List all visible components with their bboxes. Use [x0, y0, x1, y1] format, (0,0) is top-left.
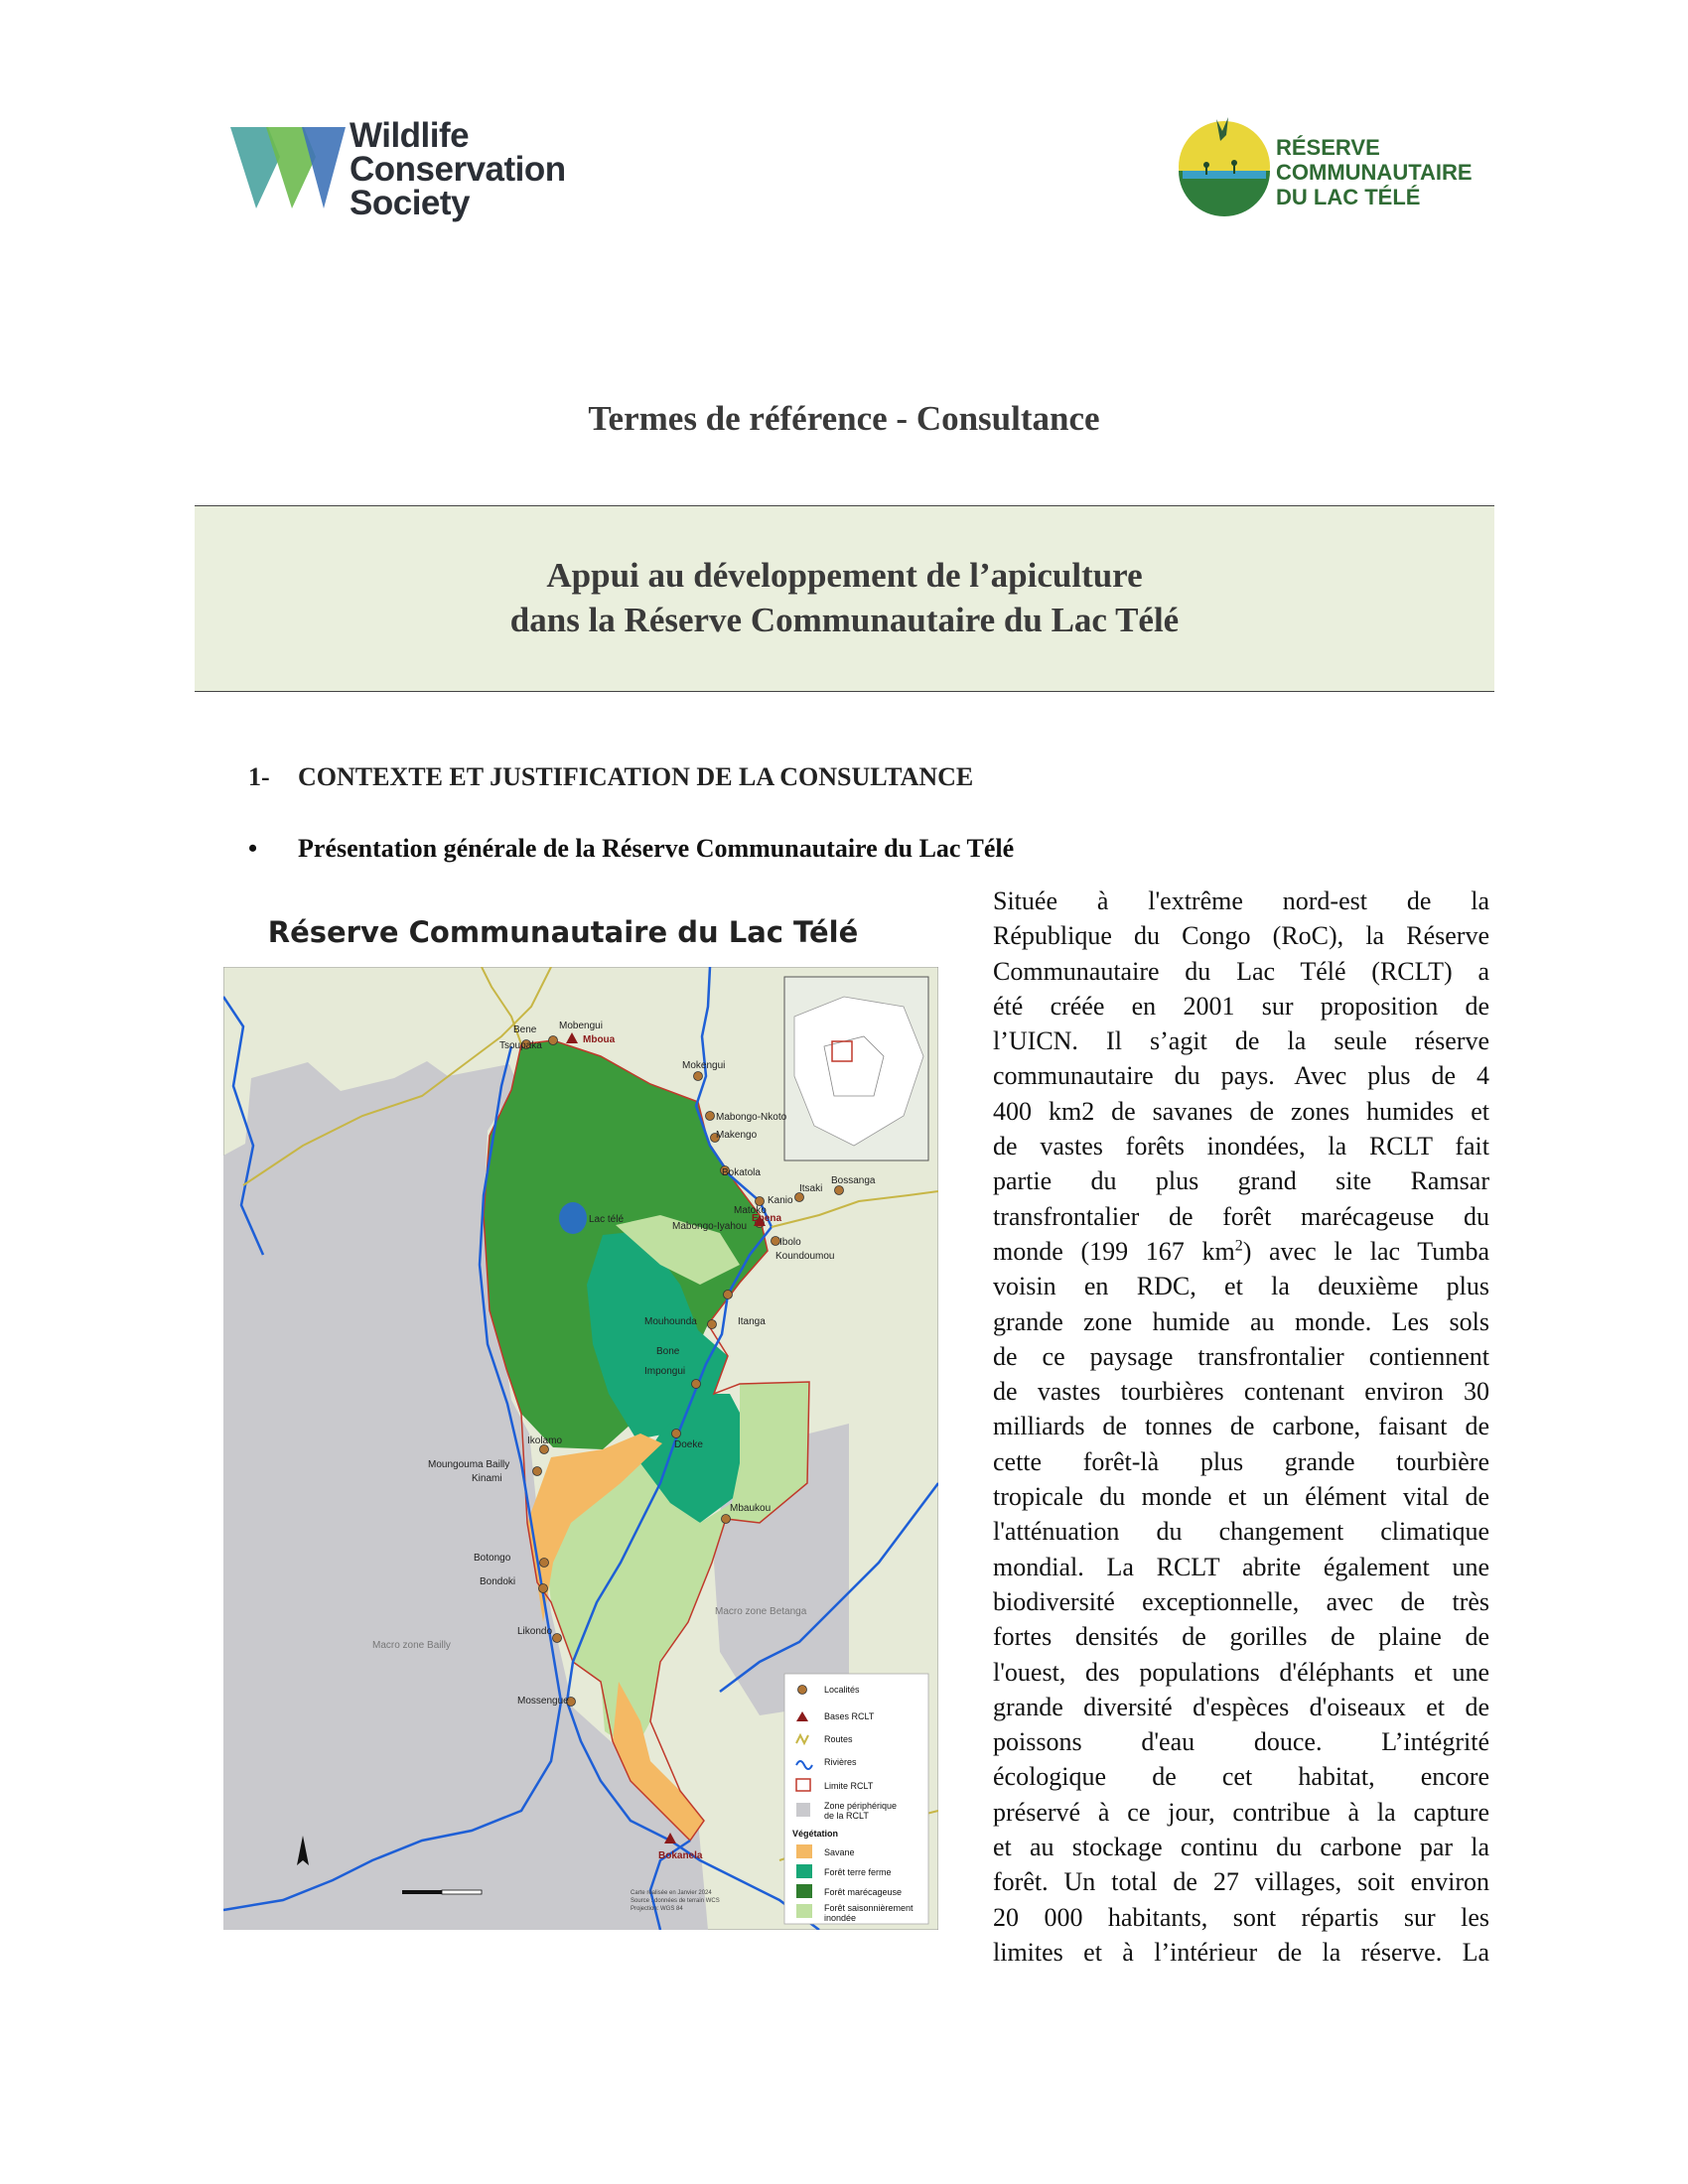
legend-foret-terre-ferme: Forêt terre ferme — [824, 1867, 892, 1877]
wcs-logo — [228, 117, 566, 226]
paragraph-line: tropicale du monde et un élément vital de — [993, 1482, 1489, 1512]
bullet-icon: • — [248, 834, 258, 863]
section-heading — [248, 762, 973, 792]
legend-zone-peri-2: de la RCLT — [824, 1811, 869, 1821]
paragraph-line: l’UICN. Il s’agit de la seule réserve — [993, 1026, 1489, 1056]
legend-foret-inondee-1: Forêt saisonnièrement — [824, 1903, 914, 1913]
paragraph-line: poissons d'eau douce. L’intégrité — [993, 1727, 1489, 1757]
paragraph-line: limites et à l’intérieur de la réserve. La — [993, 1937, 1489, 1967]
paragraph-line: milliards de tonnes de carbone, faisant de — [993, 1412, 1489, 1441]
project-title-box — [195, 505, 1494, 692]
map-legend — [784, 1674, 928, 1924]
village-marker — [553, 1634, 562, 1643]
paragraph-line: transfrontalier de forêt marécageuse du — [993, 1201, 1489, 1231]
wcs-name-line1: Wildlife — [350, 116, 470, 155]
label-bossanga: Bossanga — [831, 1175, 876, 1186]
map-credit-line1: Carte réalisée en Janvier 2024 — [631, 1890, 712, 1896]
village-marker — [540, 1559, 549, 1568]
subsection-heading — [248, 834, 1014, 864]
label-itanga: Itanga — [738, 1316, 766, 1327]
paragraph-line: et au stockage continu du carbone par la — [993, 1833, 1489, 1862]
label-moungouma-bailly: Moungouma Bailly — [428, 1459, 510, 1470]
village-marker — [694, 1072, 703, 1081]
paragraph-line: l'atténuation du changement climatique — [993, 1517, 1489, 1547]
legend-bases: Bases RCLT — [824, 1711, 875, 1721]
label-mokengui: Mokengui — [682, 1060, 726, 1071]
label-bone: Bone — [656, 1346, 680, 1357]
village-marker — [549, 1036, 558, 1045]
map-credit-line2: Source : données de terrain WCS — [631, 1898, 720, 1904]
label-mbengui: Mobengui — [559, 1021, 603, 1031]
paragraph-line: partie du plus grand site Ramsar — [993, 1166, 1489, 1196]
label-kanio: Kanio — [768, 1195, 793, 1206]
legend-savane: Savane — [824, 1847, 855, 1857]
label-kinami: Kinami — [472, 1473, 502, 1484]
label-impongui: Impongui — [644, 1366, 686, 1377]
village-marker — [533, 1467, 542, 1476]
rclt-name-line2: COMMUNAUTAIRE — [1276, 160, 1473, 185]
reserve-map — [223, 967, 938, 1930]
label-makengo: Makengo — [716, 1130, 758, 1141]
label-bokatola: Bokatola — [722, 1167, 761, 1178]
legend-foret-marecageuse: Forêt marécageuse — [824, 1887, 903, 1897]
legend-localites: Localités — [824, 1685, 860, 1695]
label-ibolo: Ibolo — [779, 1237, 801, 1248]
village-marker — [672, 1430, 681, 1438]
rclt-name-line3: DU LAC TÉLÉ — [1276, 185, 1421, 209]
document-title: Termes de référence - Consultance — [588, 399, 1100, 438]
paragraph-line: préservé à ce jour, contribue à la capture — [993, 1797, 1489, 1827]
village-marker — [708, 1320, 717, 1329]
paragraph-line: mondial. La RCLT abrite également une — [993, 1552, 1489, 1581]
lake-tele — [559, 1202, 587, 1234]
label-itsaki: Itsaki — [799, 1183, 823, 1194]
paragraph-line: écologique de cet habitat, encore — [993, 1762, 1489, 1792]
paragraph-line: République du Congo (RoC), la Réserve — [993, 921, 1489, 951]
rclt-emblem-icon — [1177, 111, 1272, 216]
paragraph-line: de ce paysage transfrontalier contiennent — [993, 1341, 1489, 1371]
project-title-line2: dans la Réserve Communautaire du Lac Télé — [509, 601, 1180, 639]
label-matoko: Matoko — [734, 1205, 767, 1216]
label-tsoupaka: Tsoupaka — [499, 1040, 542, 1051]
paragraph-line: été créée en 2001 sur proposition de — [993, 991, 1489, 1021]
paragraph-line: de vastes tourbières contenant environ 30 — [993, 1377, 1489, 1407]
subsection-title: Présentation générale de la Réserve Communautaire du Lac Télé — [298, 834, 1015, 863]
legend-routes: Routes — [824, 1734, 853, 1744]
paragraph-line: forêt. Un total de 27 villages, soit environ — [993, 1867, 1489, 1897]
wcs-name-line2: Conservation — [350, 150, 566, 189]
label-doeke: Doeke — [674, 1439, 703, 1450]
presentation-paragraph — [993, 884, 1489, 1970]
label-botongo: Botongo — [474, 1553, 511, 1564]
section-title: CONTEXTE ET JUSTIFICATION DE LA CONSULTANCE — [298, 762, 974, 791]
paragraph-line: grande diversité d'espèces d'oiseaux et de — [993, 1692, 1489, 1721]
label-macro-zone-bailly: Macro zone Bailly — [372, 1640, 451, 1651]
map-credit-line3: Projection: WGS 84 — [631, 1906, 683, 1912]
label-macro-zone-betanga: Macro zone Betanga — [715, 1606, 807, 1617]
label-koundoumou: Koundoumou — [775, 1251, 835, 1262]
project-title-line1: Appui au développement de l’apiculture — [546, 556, 1143, 595]
label-bene: Bene — [513, 1024, 537, 1035]
village-marker — [722, 1515, 731, 1524]
wcs-w-mark-icon — [228, 117, 348, 216]
rclt-logo — [1177, 111, 1504, 220]
label-epena: Epena — [752, 1213, 782, 1224]
inset-map — [784, 977, 928, 1160]
legend-limite: Limite RCLT — [824, 1781, 874, 1791]
village-marker — [706, 1112, 715, 1121]
paragraph-line: de vastes forêts inondées, la RCLT fait — [993, 1132, 1489, 1161]
wcs-name-line3: Society — [350, 184, 470, 222]
label-ikolamo: Ikolamo — [527, 1435, 563, 1446]
village-marker — [539, 1584, 548, 1593]
label-mouhounda: Mouhounda — [644, 1316, 697, 1327]
paragraph-line: grande zone humide au monde. Les sols — [993, 1306, 1489, 1336]
label-likondo: Likondo — [517, 1626, 553, 1637]
section-number: 1- — [248, 762, 270, 791]
village-marker — [692, 1380, 701, 1389]
label-mbaukou: Mbaukou — [730, 1503, 772, 1514]
label-bondoki: Bondoki — [480, 1576, 516, 1587]
paragraph-line: communautaire du pays. Avec plus de 4 — [993, 1061, 1489, 1091]
paragraph-line: l'ouest, des populations d'éléphants et une — [993, 1657, 1489, 1687]
label-mabongo-nkoto: Mabongo-Nkoto — [716, 1112, 787, 1123]
paragraph-line: 400 km2 de savanes de zones humides et — [993, 1096, 1489, 1126]
label-bokanela: Bokanela — [658, 1850, 703, 1861]
paragraph-line: cette forêt-là plus grande tourbière — [993, 1446, 1489, 1476]
label-mossengue: Mossengue — [517, 1696, 569, 1706]
paragraph-line: biodiversité exceptionnelle, avec de très — [993, 1586, 1489, 1616]
paragraph-line: Située à l'extrême nord-est de la — [993, 887, 1489, 915]
legend-vegetation: Végétation — [792, 1829, 839, 1839]
label-mabongo-iyahou: Mabongo-Iyahou — [672, 1221, 748, 1232]
village-marker — [724, 1291, 733, 1299]
map-title: Réserve Communautaire du Lac Télé — [267, 915, 859, 949]
rclt-name-line1: RÉSERVE — [1276, 135, 1380, 160]
paragraph-line: Communautaire du Lac Télé (RCLT) a — [993, 956, 1489, 986]
legend-rivieres: Rivières — [824, 1757, 857, 1767]
paragraph-line: monde (199 167 $km^2$) avec le lac Tumba — [993, 1236, 1489, 1266]
paragraph-line: fortes densités de gorilles de plaine de — [993, 1622, 1489, 1652]
scale-bar — [402, 1890, 482, 1894]
paragraph-line: 20 000 habitants, sont répartis sur les — [993, 1902, 1489, 1932]
label-lac-tele: Lac télé — [589, 1214, 625, 1225]
legend-foret-inondee-2: inondée — [824, 1913, 857, 1923]
legend-zone-peri-1: Zone périphérique — [824, 1801, 898, 1811]
village-marker — [835, 1186, 844, 1195]
label-mboua: Mboua — [583, 1034, 616, 1045]
paragraph-line: voisin en RDC, et la deuxième plus — [993, 1272, 1489, 1301]
